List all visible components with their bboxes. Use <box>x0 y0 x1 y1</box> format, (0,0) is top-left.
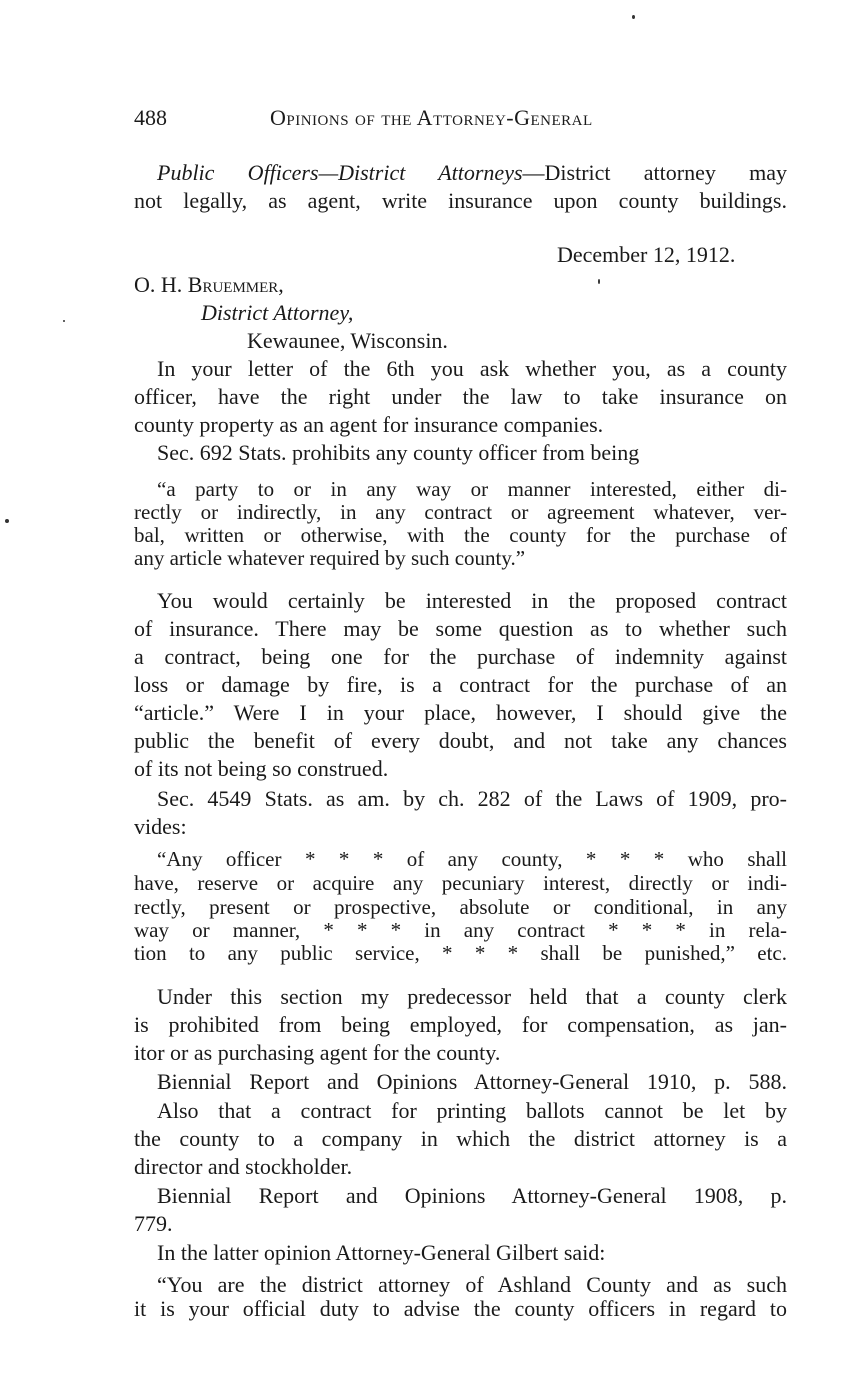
paragraph-3-line: You would certainly be interested in the proposed contract <box>157 588 787 613</box>
addressee-name: O. H. Bruemmer, <box>134 272 284 297</box>
scan-speck <box>63 320 65 322</box>
paragraph-3-line: of its not being so construed. <box>134 756 389 781</box>
paragraph-2-line: Sec. 692 Stats. prohibits any county officer from being <box>157 440 640 465</box>
quote-3-line: it is your official duty to advise the county officers in regard to <box>134 1296 787 1321</box>
letter-date: December 12, 1912. <box>557 242 736 267</box>
scan-speck <box>5 519 9 523</box>
paragraph-5-line: is prohibited from being employed, for compensation, as jan- <box>134 1012 787 1037</box>
quote-2-line: have, reserve or acquire any pecuniary interest, directly or indi- <box>134 871 787 895</box>
paragraph-1-line: county property as an agent for insurance companies. <box>134 412 604 437</box>
quote-2-line: rectly, present or prospective, absolute or conditional, in any <box>134 895 787 919</box>
quote-2-line: tion to any public service, * * * shall be punished,” etc. <box>134 941 787 965</box>
quote-3-line: “You are the district attorney of Ashland County and as such <box>157 1272 787 1297</box>
addressee-title: District Attorney, <box>201 300 354 325</box>
quote-1-line: rectly or indirectly, in any contract or agreement whatever, ver- <box>134 500 787 524</box>
paragraph-3-line: public the benefit of every doubt, and not take any chances <box>134 728 787 753</box>
syllabus-topic-a: Public Officers <box>157 160 319 185</box>
syllabus-topic-sep: — <box>318 160 339 185</box>
quote-1-line: any article whatever required by such county.” <box>134 546 526 570</box>
syllabus-line-1-rest: —District attorney may <box>522 160 787 185</box>
paragraph-1-line: In your letter of the 6th you ask whether you, as a county <box>157 356 787 381</box>
paragraph-1-line: officer, have the right under the law to take insurance on <box>134 384 787 409</box>
paragraph-7-line: director and stockholder. <box>134 1154 353 1179</box>
paragraph-3-line: of insurance. There may be some question as to whether such <box>134 616 787 641</box>
paragraph-5-line: itor or as purchasing agent for the county. <box>134 1040 501 1065</box>
running-title: Opinions of the Attorney-General <box>270 105 593 130</box>
paragraph-9-line: In the latter opinion Attorney-General Gilbert said: <box>157 1240 606 1265</box>
paragraph-4-line: Sec. 4549 Stats. as am. by ch. 282 of the Laws of 1909, pro- <box>157 786 787 811</box>
syllabus-line-1 <box>157 159 787 187</box>
paragraph-8-line: Biennial Report and Opinions Attorney-General 1908, p. <box>157 1183 787 1208</box>
paragraph-6-line: Biennial Report and Opinions Attorney-General 1910, p. 588. <box>157 1069 787 1094</box>
paragraph-7-line: Also that a contract for printing ballots cannot be let by <box>157 1098 787 1123</box>
quote-2-line: way or manner, * * * in any contract * * * in rela- <box>134 918 787 942</box>
scan-speck <box>598 279 600 284</box>
syllabus-topic-b: District Attorneys <box>338 160 523 185</box>
quote-1-line: “a party to or in any way or manner interested, either di- <box>157 477 787 501</box>
paragraph-3-line: loss or damage by fire, is a contract for the purchase of an <box>134 672 787 697</box>
paragraph-7-line: the county to a company in which the district attorney is a <box>134 1126 787 1151</box>
paragraph-8-line: 779. <box>134 1211 173 1236</box>
syllabus-line-2: not legally, as agent, write insurance upon county buildings. <box>134 188 787 213</box>
quote-1-line: bal, written or otherwise, with the county for the purchase of <box>134 523 787 547</box>
quote-2-line: “Any officer * * * of any county, * * * who shall <box>157 847 787 871</box>
paragraph-3-line: “article.” Were I in your place, however, I should give the <box>134 700 787 725</box>
paragraph-3-line: a contract, being one for the purchase of indemnity against <box>134 644 787 669</box>
scan-speck <box>632 15 635 19</box>
page-number: 488 <box>134 105 167 130</box>
paragraph-5-line: Under this section my predecessor held that a county clerk <box>157 984 787 1009</box>
paragraph-4-line: vides: <box>134 814 187 839</box>
addressee-location: Kewaunee, Wisconsin. <box>247 328 448 353</box>
